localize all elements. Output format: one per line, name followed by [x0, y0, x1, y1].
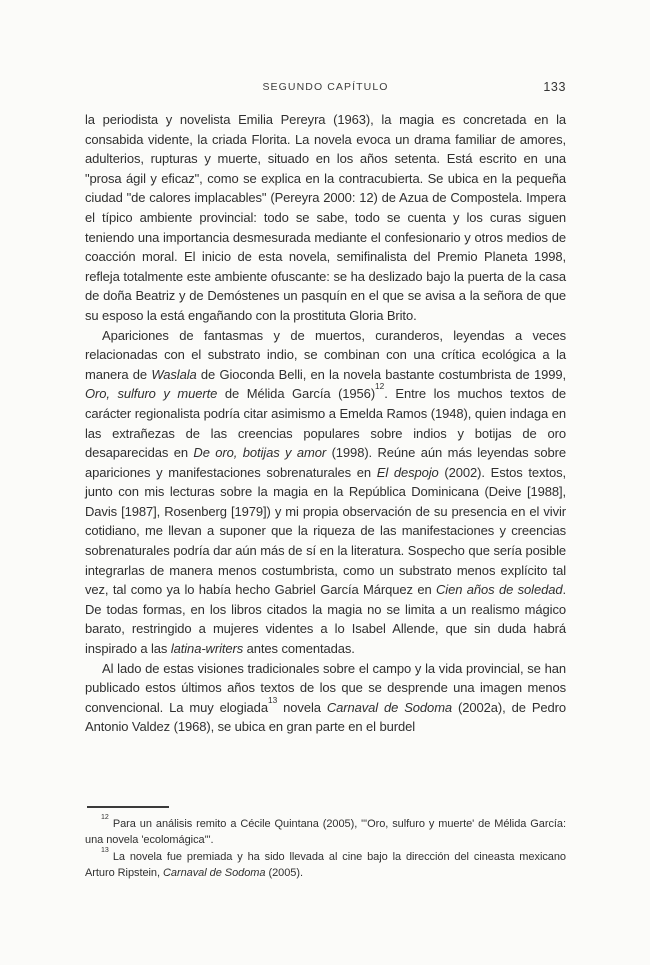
- page-number: 133: [543, 80, 566, 94]
- footnotes: [85, 806, 566, 882]
- footnote: [85, 813, 566, 849]
- footnote-text: Para un análisis remito a Cécile Quintana (2005), "'Oro, sulfuro y muerte' de Mélida García: una novela 'ecolomágica'".: [85, 817, 566, 847]
- footnote-text: La novela fue premiada y ha sido llevada al cine bajo la dirección del cineasta mexicano Arturo Ripstein, Carnaval de Sodoma (2005).: [85, 850, 566, 880]
- footnote-separator: [87, 806, 169, 808]
- paragraph: la periodista y novelista Emilia Pereyra (1963), la magia es concretada en la consabida vidente, la criada Florita. La novela evoca un drama familiar de amores, adulterios, rupturas y muerte, situado en los años setenta. Está escrito en una "prosa ágil y eficaz", como se explica en la contracubierta. Se ubica en la pequeña ciudad "de calores implacables" (Pereyra 2000: 12) de Azua de Compostela. Impera el típico ambiente provincial: todo se sabe, todo se cuenta y los curas siguen teniendo una importancia desmesurada mediante el confesionario y otros medios de coacción moral. El inicio de esta novela, semifinalista del Premio Planeta 1998, refleja totalmente este ambiente ofuscante: se ha deslizado bajo la puerta de la casa de doña Beatriz y de Demóstenes un pasquín en el que se avisa a la señora de que su esposo la está engañando con la prostituta Gloria Brito.: [85, 112, 566, 323]
- footnote-marker: 13: [101, 846, 109, 854]
- body-text: [85, 110, 566, 737]
- paragraph: Apariciones de fantasmas y de muertos, curanderos, leyendas a veces relacionadas con el substrato indio, se combinan con una crítica ecológica a la manera de Waslala de Gioconda Belli, en la novela bastante costumbrista de 1999, Oro, sulfuro y muerte de Mélida García $(1956)^{12}$. Entre los muchos textos de carácter regionalista podría citar asimismo a Emelda Ramos (1948), quien indaga en las extrañezas de las creencias populares sobre indios y botijas de oro desaparecidas en De oro, botijas y amor (1998). Reúne aún más leyendas sobre apariciones y manifestaciones sobrenaturales en El despojo (2002). Estos textos, junto con mis lecturas sobre la magia en la República Dominicana (Deive [1988], Davis [1987], Rosenberg [1979]) y mi propia observación de su presencia en el vivir cotidiano, me llevan a suponer que la riqueza de las manifestaciones y creencias sobrenaturales podría dar aún más de sí en la literatura. Sospecho que sería posible integrarlas de manera menos costumbrista, como un substrato menos explícito tal vez, tal como ya lo había hecho Gabriel García Márquez en Cien años de soledad. De todas formas, en los libros citados la magia no se limita a un realismo mágico barato, restringido a mujeres videntes a lo Isabel Allende, que sin duda habrá inspirado a las latina-writers antes comentadas.: [85, 327, 567, 657]
- footnote: [85, 846, 566, 882]
- paragraph: Al lado de estas visiones tradicionales sobre el campo y la vida provincial, se han publicado estos últimos años textos de los que se desprende una imagen menos convencional. La muy elogiada$^{13}$ novela Carnaval de Sodoma (2002a), de Pedro Antonio Valdez (1968), se ubica en gran parte en el burdel: [85, 660, 567, 735]
- footnote-marker: 12: [101, 813, 109, 821]
- running-head: [85, 81, 566, 96]
- chapter-header: SEGUNDO CAPÍTULO: [262, 81, 389, 93]
